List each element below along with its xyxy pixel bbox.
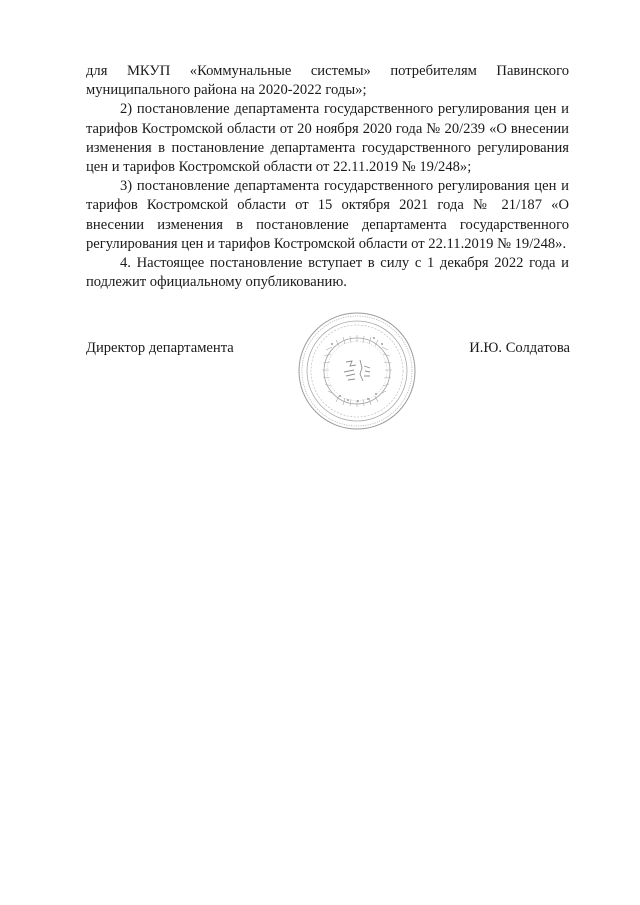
signatory-position: Директор департамента	[86, 340, 234, 356]
paragraph-item-2: 2) постановление департамента государственного регулирования цен и тарифов Костромской области от 20 ноября 2020 года № 20/239 «О внесении изменения в постановление департамента государственного регулирования цен и тарифов Костромской области от 22.11.2019 № 19/248»;	[86, 101, 569, 176]
paragraph-continuation: для МКУП «Коммунальные системы» потребителям Павинского муниципального района на 2020-2022 годы»;	[86, 63, 569, 99]
paragraph-item-3: 3) постановление департамента государственного регулирования цен и тарифов Костромской области от 15 октября 2021 года № 21/187 «О внесении изменения в постановление департамента государственного регулирования цен и тарифов Костромской области от 22.11.2019 № 19/248».	[86, 178, 569, 252]
signatory-name: И.Ю. Солдатова	[469, 340, 570, 356]
official-seal-icon	[296, 310, 418, 432]
document-body	[86, 62, 569, 292]
paragraph-item-4: 4. Настоящее постановление вступает в силу с 1 декабря 2022 года и подлежит официальному опубликованию.	[86, 255, 569, 291]
